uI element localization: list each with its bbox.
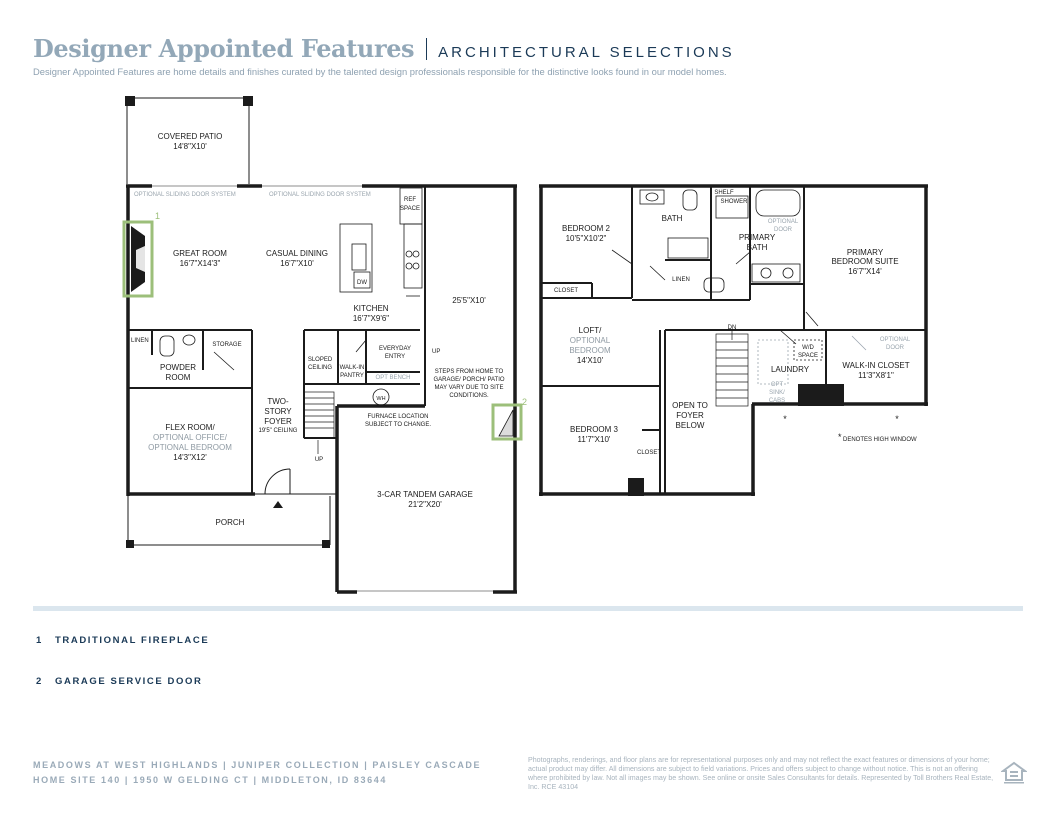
patio-size: 14'8"X10': [173, 142, 207, 151]
loft-alt-1: OPTIONAL: [569, 336, 611, 345]
legend-label: TRADITIONAL FIREPLACE: [55, 635, 210, 646]
primary-suite-size: 16'7"X14': [848, 267, 882, 276]
covered-patio-outline: [127, 98, 249, 184]
community-line: MEADOWS AT WEST HIGHLANDS | JUNIPER COLLECTION | PAISLEY CASCADE: [33, 760, 482, 770]
patio-name: COVERED PATIO: [157, 132, 223, 141]
loft-size: 14'X10': [576, 356, 604, 365]
open-foyer-line-1: OPEN TO: [672, 401, 708, 410]
walk-in-closet-size: 11'3"X8'1": [858, 371, 894, 380]
service-door-icon: [499, 410, 513, 436]
legend-label: GARAGE SERVICE DOOR: [55, 676, 203, 687]
page-subtitle: Designer Appointed Features are home details and finishes curated by the talented design professionals responsible for the distinctive looks found in our model homes.: [33, 66, 727, 77]
everyday-entry-label-2: ENTRY: [384, 354, 406, 360]
bedroom2-name: BEDROOM 2: [561, 224, 611, 233]
floor-2: [539, 186, 928, 496]
mech-chase: [798, 384, 844, 406]
casual-dining-name: CASUAL DINING: [266, 249, 328, 258]
steps-note-line-1: STEPS FROM HOME TO: [434, 369, 504, 375]
chase: [628, 478, 644, 496]
sloped-ceiling-label-2: CEILING: [307, 365, 333, 371]
community-info: [33, 758, 481, 788]
bath-label: BATH: [661, 214, 683, 223]
flex-room-size: 14'3"X12': [173, 453, 207, 462]
bedroom2-size: 10'5"X10'2": [565, 234, 607, 243]
sloped-ceiling-label-1: SLOPED: [307, 357, 333, 363]
up-label-2: UP: [314, 457, 324, 463]
high-window-asterisk: *: [838, 432, 842, 442]
flex-room-alt-2: OPTIONAL BEDROOM: [148, 443, 232, 452]
flex-room-name: FLEX ROOM/: [165, 423, 215, 432]
foyer-label-2: STORY: [264, 407, 292, 416]
great-room-size: 16'7"X14'3": [179, 259, 221, 268]
linen-label-2: LINEN: [672, 277, 690, 283]
open-foyer-line-2: FOYER: [676, 411, 704, 420]
closet-label-1: CLOSET: [553, 288, 579, 294]
sliding-door-label-1: OPTIONAL SLIDING DOOR SYSTEM: [134, 192, 236, 198]
wd-label-2: SPACE: [798, 353, 818, 359]
porch-outline: [128, 469, 337, 545]
sliding-door-label-2: OPTIONAL SLIDING DOOR SYSTEM: [269, 192, 371, 198]
high-window-note: DENOTES HIGH WINDOW: [843, 437, 917, 443]
garage-extension-size: 25'5"X10': [452, 296, 486, 305]
dishwasher-label: DW: [357, 280, 367, 286]
stairs-floor-2: [716, 330, 748, 406]
patio-post: [243, 96, 253, 106]
equal-housing-icon: [1001, 760, 1027, 784]
foyer-label-1: TWO-: [267, 397, 289, 406]
everyday-entry-label-1: EVERYDAY: [378, 346, 412, 352]
up-label-1: UP: [432, 349, 441, 355]
disclaimer: Photographs, renderings, and floor plans are for representational purposes only and may not reflect the exact features or dimensions of your home; actual product may differ. All dimensions are subject to field variations. Prices and offers subject to change without notice. This is not an offering where prohibited by law. Not all images may be shown. See online or onsite Sales Consultants for details. Represented by Toll Brothers Real Estate, Inc. RCE 43104: [528, 756, 994, 791]
optional-door-label-1: OPTIONAL: [767, 219, 799, 225]
closet-label-2: CLOSET: [636, 450, 662, 456]
bedroom3-size: 11'7"X10': [577, 435, 611, 444]
foyer-label-3: FOYER: [264, 417, 292, 426]
high-window-asterisk: *: [895, 414, 899, 424]
water-heater-label: WH: [376, 396, 386, 402]
kitchen-counters: [340, 188, 422, 296]
ref-space-label-2: SPACE: [400, 206, 420, 212]
primary-suite-line-1: PRIMARY: [846, 248, 884, 257]
shelf-label: SHELF: [714, 190, 734, 196]
legend-number: 2: [36, 676, 43, 687]
door-label-2: DOOR: [886, 345, 904, 351]
powder-room-label-1: POWDER: [160, 363, 196, 372]
opt-sink-line-2: SINK/: [769, 390, 785, 396]
garage-name: 3-CAR TANDEM GARAGE: [377, 490, 473, 499]
primary-bath-label-1: PRIMARY: [738, 233, 776, 242]
legend-number: 1: [36, 635, 43, 646]
legend-item: [36, 676, 202, 687]
powder-room-label-2: ROOM: [165, 373, 191, 382]
foyer-ceiling-label: 19'5" CEILING: [258, 428, 298, 434]
entry-arrow-icon: [273, 501, 283, 508]
flex-room-alt-1: OPTIONAL OFFICE/: [153, 433, 227, 442]
great-room-name: GREAT ROOM: [173, 249, 227, 258]
opt-bench-label: OPT BENCH: [375, 375, 411, 381]
garage-door: [357, 590, 493, 594]
laundry-label: LAUNDRY: [770, 365, 810, 374]
section-title: ARCHITECTURAL SELECTIONS: [438, 44, 735, 61]
steps-note-line-2: GARAGE/ PORCH/ PATIO: [433, 377, 505, 383]
porch-post: [126, 540, 134, 548]
steps-note-line-4: CONDITIONS.: [449, 393, 489, 399]
floor-1: [124, 96, 527, 594]
ref-space-label-1: REF: [404, 197, 416, 203]
wd-label-1: W/D: [802, 345, 814, 351]
steps-note-line-3: MAY VARY DUE TO SITE: [434, 385, 504, 391]
legend-item: [36, 635, 209, 646]
stairs-floor-1: [304, 392, 334, 454]
opt-sink-line-3: CABS: [768, 398, 786, 404]
furnace-note-line-1: FURNACE LOCATION: [367, 414, 429, 420]
marker-1-number: 1: [155, 211, 161, 221]
marker-2-number: 2: [522, 397, 528, 407]
door-label-1: DOOR: [774, 227, 792, 233]
loft-name: LOFT/: [578, 326, 602, 335]
garage-size: 21'2"X20': [408, 500, 442, 509]
primary-bath-label-2: BATH: [746, 243, 768, 252]
shower-label: SHOWER: [720, 199, 748, 205]
page-title: Designer Appointed Features: [33, 34, 415, 63]
porch-label: PORCH: [215, 518, 245, 527]
pantry-label-2: PANTRY: [340, 373, 364, 379]
section-divider: [33, 606, 1023, 611]
linen-label: LINEN: [131, 338, 149, 344]
open-foyer-line-3: BELOW: [675, 421, 705, 430]
storage-label: STORAGE: [212, 342, 242, 348]
kitchen-size: 16'7"X9'6": [352, 314, 390, 323]
pantry-label-1: WALK-IN: [339, 365, 365, 371]
address-line: HOME SITE 140 | 1950 W GELDING CT | MIDDLETON, ID 83644: [33, 775, 387, 785]
down-label: DN: [727, 325, 737, 331]
bedroom3-name: BEDROOM 3: [569, 425, 619, 434]
high-window-asterisk: *: [783, 414, 787, 424]
porch-post: [322, 540, 330, 548]
patio-post: [125, 96, 135, 106]
furnace-note-line-2: SUBJECT TO CHANGE.: [364, 422, 432, 428]
loft-alt-2: BEDROOM: [569, 346, 611, 355]
walk-in-closet-name: WALK-IN CLOSET: [842, 361, 910, 370]
opt-sink-line-1: OPT: [770, 382, 784, 388]
casual-dining-size: 16'7"X10': [280, 259, 314, 268]
kitchen-name: KITCHEN: [353, 304, 389, 313]
optional-door-label-2: OPTIONAL: [879, 337, 911, 343]
primary-suite-line-2: BEDROOM SUITE: [831, 257, 899, 266]
